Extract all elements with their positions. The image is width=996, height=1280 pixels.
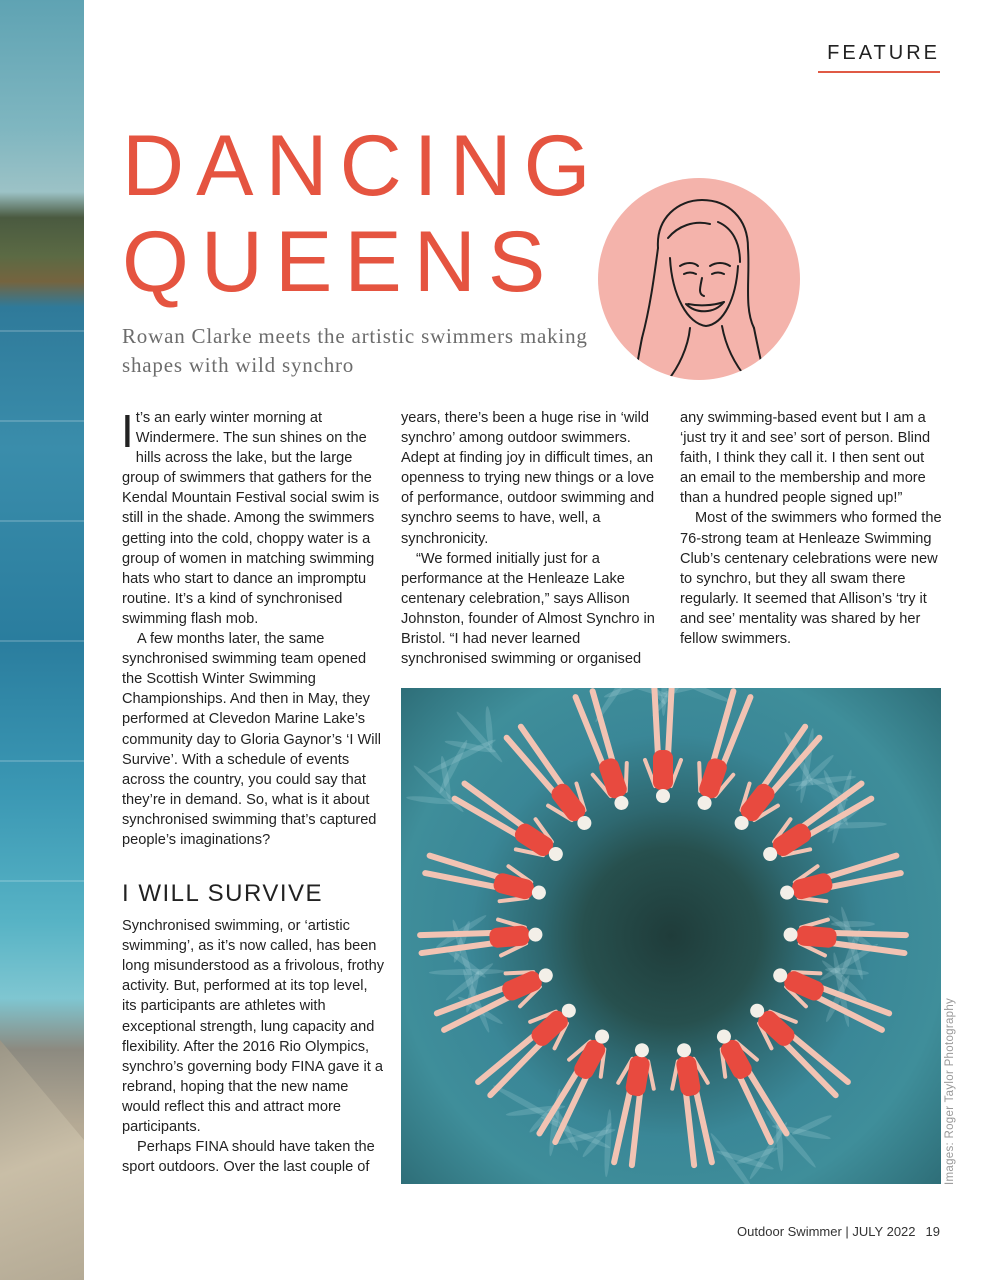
- swim-cap: [528, 927, 543, 942]
- water-ripple: [0, 420, 84, 422]
- swimsuit: [653, 750, 673, 790]
- swimmer-legs: [425, 856, 502, 892]
- swimsuit: [796, 925, 838, 948]
- paragraph: Perhaps FINA should have taken the sport outdoors. Over the last couple of: [122, 1139, 375, 1176]
- swimmer-figure: [685, 688, 759, 815]
- water-ripple: [0, 330, 84, 332]
- swimsuit: [624, 1055, 650, 1098]
- drop-cap: I: [121, 405, 134, 457]
- left-edge-photo: [0, 0, 84, 1280]
- swimmer-figure: [665, 1040, 721, 1166]
- water-ripple: [0, 640, 84, 642]
- swimmer-legs: [824, 856, 901, 892]
- swimsuit: [697, 756, 729, 800]
- swimmer-figure: [419, 916, 544, 962]
- swim-cap: [656, 789, 670, 803]
- subheading: I WILL SURVIVE: [122, 880, 324, 908]
- water-foam: [603, 1109, 613, 1177]
- title-line-1: DANCING: [122, 118, 603, 214]
- paragraph: “We formed initially just for a performance at the Henleaze Lake centenary celebration,” says Allison Johnston, founder of Almost Synchro in Bristol. “I had never learned synchronised swimming or organised: [401, 550, 655, 668]
- swimmers-circle: [401, 688, 941, 1184]
- article-column-1: [121, 405, 385, 1177]
- swimmer-legs: [682, 1088, 712, 1165]
- swimmer-figure: [605, 1040, 661, 1166]
- paragraph: Most of the swimmers who formed the 76-strong team at Henleaze Swimming Club’s centenary celebrations were new to synchro, but they all swam there regularly. It seemed that Allison’s ‘try it and see’ mentality was shared by her fellow swimmers.: [680, 510, 942, 648]
- water-ripple: [0, 880, 84, 882]
- swimsuit: [675, 1055, 701, 1098]
- water-ripple: [0, 760, 84, 762]
- paragraph: Synchronised swimming, or ‘artistic swimming’, as it’s now called, has been long misunderstood as a frivolous, frothy activity. But, performed at its top level, its participants are athletes with exceptional strength, lung capacity and flexibility. After the 2016 Rio Olympics, synchro’s governing body FINA gave it a rebrand, hoping that the new name would reflect this and attract more participants.: [122, 918, 385, 1135]
- paragraph: A few months later, the same synchronised swimming team opened the Scottish Winter Swimming Championships. And then in May, they performed at Clevedon Marine Lake’s community day to Gloria Gaynor’s ‘I Will Survive’. With a schedule of events across the country, you could say that they’re in demand. So, what is it about synchronised swimming that’s captured people’s imaginations?: [122, 631, 381, 848]
- section-label: FEATURE: [818, 42, 940, 73]
- photo-credit: Images: Roger Taylor Photography: [944, 997, 956, 1185]
- portrait-sketch: [598, 178, 800, 380]
- publication-issue: Outdoor Swimmer | JULY 2022: [737, 1224, 916, 1239]
- water-foam: [412, 763, 466, 814]
- article-title: [122, 118, 603, 310]
- paragraph: any swimming-based event but I am a ‘just try it and see’ sort of person. Blind faith, I think they call it. I then sent out an email to the membership and more than a hundred people signed up!”: [680, 410, 931, 507]
- title-line-2: QUEENS: [122, 214, 558, 310]
- swimsuit: [492, 872, 536, 901]
- swimsuit: [790, 872, 834, 901]
- swimmer-figure: [776, 847, 903, 912]
- water-ripple: [0, 520, 84, 522]
- swimsuit: [597, 756, 629, 800]
- paragraph: [121, 405, 384, 629]
- swimmer-legs: [830, 929, 906, 953]
- swimsuit: [489, 925, 531, 948]
- article-column-3: [680, 408, 942, 649]
- harbour-wall: [0, 1040, 84, 1280]
- paragraph: years, there’s been a huge rise in ‘wild synchro’ among outdoor swimmers. Adept at finding joy in difficult times, an openness to trying new things or a love of performance, outdoor swimming and synchro seems to have, well, a synchronicity.: [401, 410, 655, 547]
- author-portrait-illustration: [598, 178, 800, 380]
- swim-cap: [783, 927, 798, 942]
- page-footer: [737, 1224, 940, 1239]
- article-column-2: [401, 408, 663, 669]
- synchro-swimmers-aerial-photo: [401, 688, 941, 1184]
- paragraph-text: t’s an early winter morning at Windermere. The sun shines on the hills across the lake, but the large group of swimmers that gathers for the Kendal Mountain Festival social swim is still in the shade. Among the swimmers getting into the cold, choppy water is a group of women in matching swimming hats who start to dance an impromptu routine. It’s a kind of synchronised swimming flash mob.: [122, 410, 380, 627]
- swimmer-legs: [709, 691, 750, 768]
- swimmer-figure: [423, 847, 550, 912]
- swimmer-legs: [614, 1088, 644, 1165]
- standfirst: Rowan Clarke meets the artistic swimmers making shapes with wild synchro: [122, 324, 588, 377]
- page-number: 19: [925, 1224, 940, 1239]
